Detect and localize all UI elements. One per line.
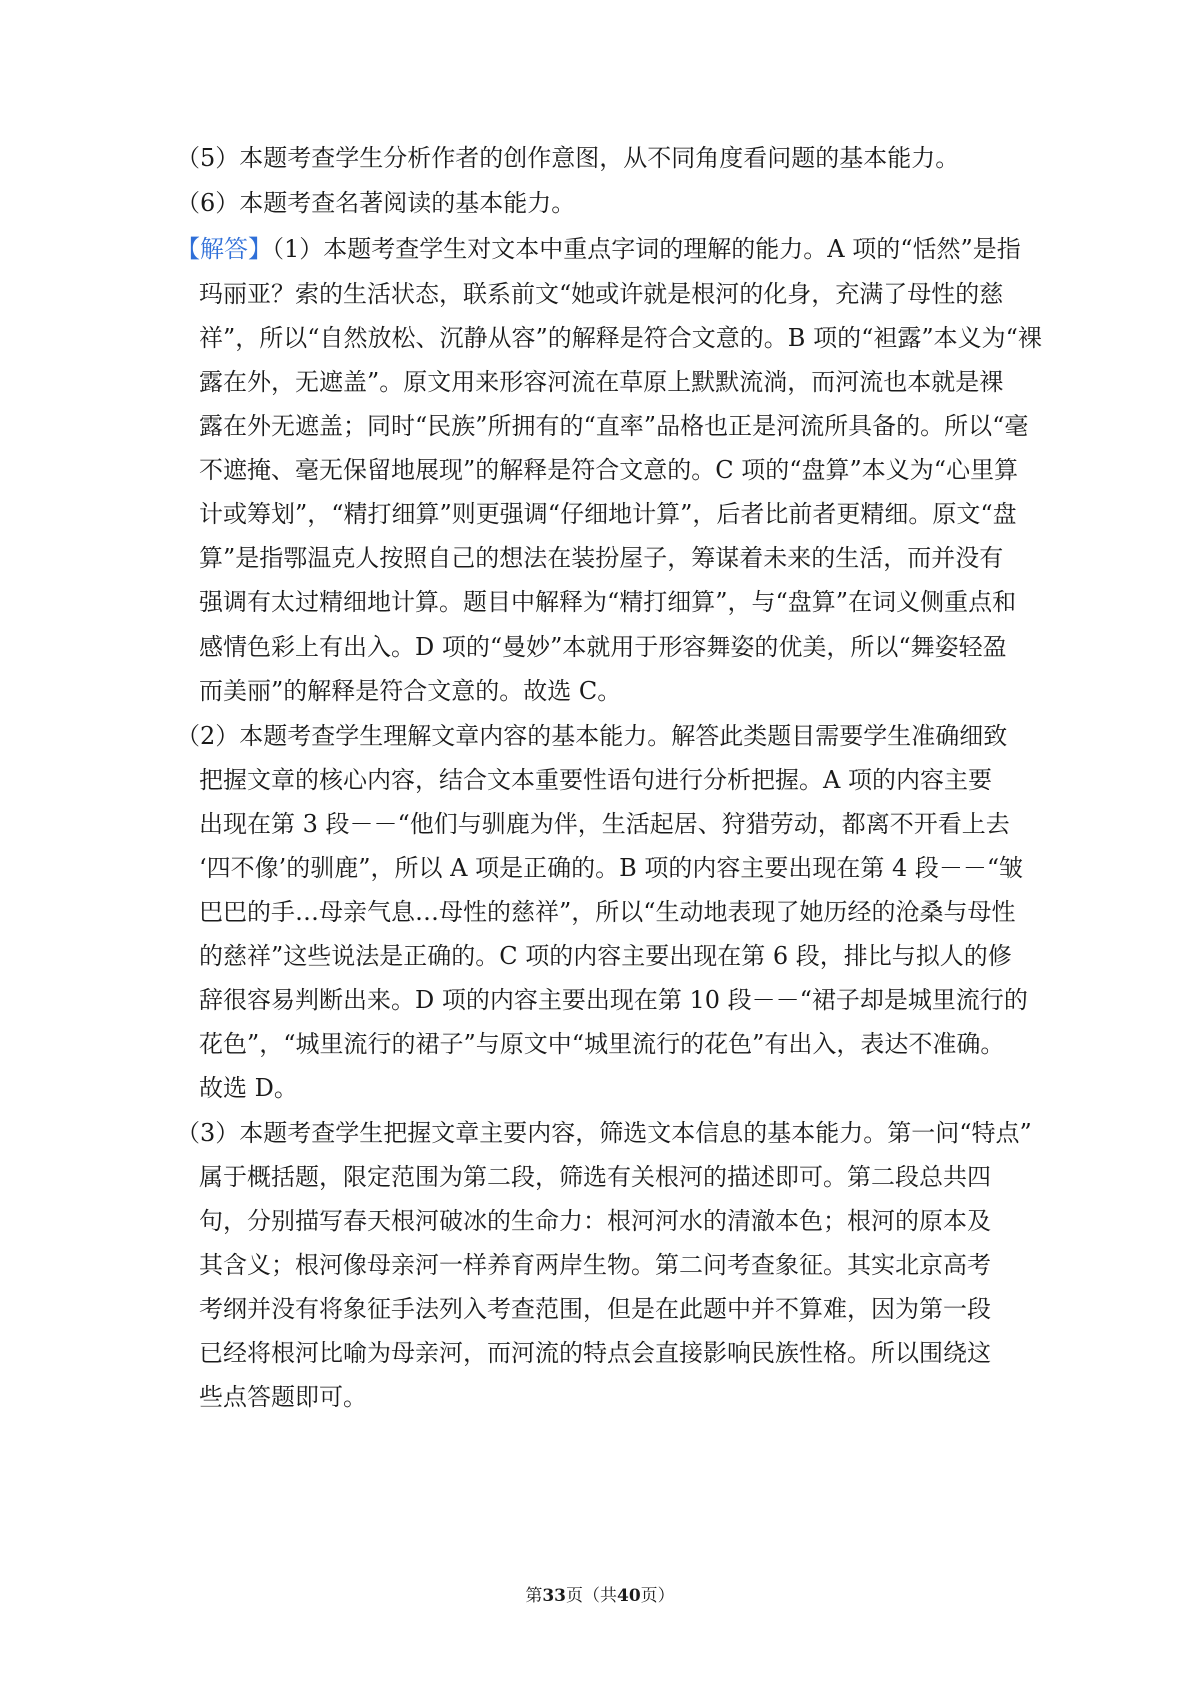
answer-q1-line: 玛丽亚？索的生活状态，联系前文“她或许就是根河的化身，充满了母性的慈 [199, 280, 1004, 308]
answer-q1-line: 算”是指鄂温克人按照自己的想法在装扮屋子，筹谋着未来的生活，而并没有 [199, 544, 1004, 572]
footer-suffix: 页） [640, 1586, 675, 1606]
answer-q1-line: 祥”，所以“自然放松、沉静从容”的解释是符合文意的。B 项的“袒露”本义为“裸 [199, 324, 1042, 352]
analysis-item-5: （5）本题考查学生分析作者的创作意图，从不同角度看问题的基本能力。 [176, 144, 960, 172]
footer-middle: 页（共 [566, 1586, 617, 1606]
answer-q1-line: 计或筹划”，“精打细算”则更强调“仔细地计算”，后者比前者更精细。原文“盘 [199, 500, 1017, 528]
answer-q1-first-line [176, 233, 1021, 265]
answer-q1-line: 感情色彩上有出入。D 项的“曼妙”本就用于形容舞姿的优美，所以“舞姿轻盈 [199, 633, 1007, 661]
answer-q2-line: （2）本题考查学生理解文章内容的基本能力。解答此类题目需要学生准确细致 [176, 722, 1008, 750]
footer-prefix: 第 [525, 1586, 543, 1606]
answer-q3-line: 些点答题即可。 [199, 1383, 367, 1411]
answer-q2-line: 巴巴的手…母亲气息…母性的慈祥”，所以“生动地表现了她历经的沧桑与母性 [199, 898, 1016, 926]
answer-q3-line: （3）本题考查学生把握文章主要内容，筛选文本信息的基本能力。第一问“特点” [176, 1119, 1032, 1147]
page-footer [0, 1584, 1200, 1608]
answer-q3-line: 考纲并没有将象征手法列入考查范围，但是在此题中并不算难，因为第一段 [199, 1295, 991, 1323]
total-page-number: 40 [617, 1586, 641, 1606]
answer-q2-line: ‘四不像’的驯鹿”，所以 A 项是正确的。B 项的内容主要出现在第 4 段－－“皱 [199, 854, 1024, 882]
answer-q3-line: 其含义；根河像母亲河一样养育两岸生物。第二问考查象征。其实北京高考 [199, 1251, 991, 1279]
answer-q2-line: 辞很容易判断出来。D 项的内容主要出现在第 10 段－－“裙子却是城里流行的 [199, 986, 1028, 1014]
answer-q1-line: 强调有太过精细地计算。题目中解释为“精打细算”，与“盘算”在词义侧重点和 [199, 588, 1017, 616]
answer-q2-line: 把握文章的核心内容，结合文本重要性语句进行分析把握。A 项的内容主要 [199, 766, 992, 794]
answer-q2-line: 的慈祥”这些说法是正确的。C 项的内容主要出现在第 6 段，排比与拟人的修 [199, 942, 1012, 970]
answer-q3-line: 属于概括题，限定范围为第二段，筛选有关根河的描述即可。第二段总共四 [199, 1163, 991, 1191]
answer-q3-line: 句，分别描写春天根河破冰的生命力：根河河水的清澈本色；根河的原本及 [199, 1207, 991, 1235]
answer-q1-line: （1）本题考查学生对文本中重点字词的理解的能力。A 项的“恬然”是指 [272, 235, 1021, 263]
answer-q1-line: 不遮掩、毫无保留地展现”的解释是符合文意的。C 项的“盘算”本义为“心里算 [199, 456, 1019, 484]
answer-label: 【解答】 [176, 235, 272, 263]
answer-q1-line: 而美丽”的解释是符合文意的。故选 C。 [199, 677, 622, 705]
answer-q3-line: 已经将根河比喻为母亲河，而河流的特点会直接影响民族性格。所以围绕这 [199, 1339, 991, 1367]
answer-q2-line: 出现在第 3 段－－“他们与驯鹿为伴，生活起居、狩猎劳动，都离不开看上去 [199, 810, 1010, 838]
current-page-number: 33 [542, 1586, 566, 1606]
answer-q2-line: 花色”，“城里流行的裙子”与原文中“城里流行的花色”有出入，表达不准确。 [199, 1030, 1005, 1058]
answer-q1-line: 露在外无遮盖；同时“民族”所拥有的“直率”品格也正是河流所具备的。所以“毫 [199, 412, 1029, 440]
answer-q2-line: 故选 D。 [199, 1074, 298, 1102]
analysis-item-6: （6）本题考查名著阅读的基本能力。 [176, 189, 576, 217]
answer-q1-line: 露在外，无遮盖”。原文用来形容河流在草原上默默流淌，而河流也本就是裸 [199, 368, 1004, 396]
